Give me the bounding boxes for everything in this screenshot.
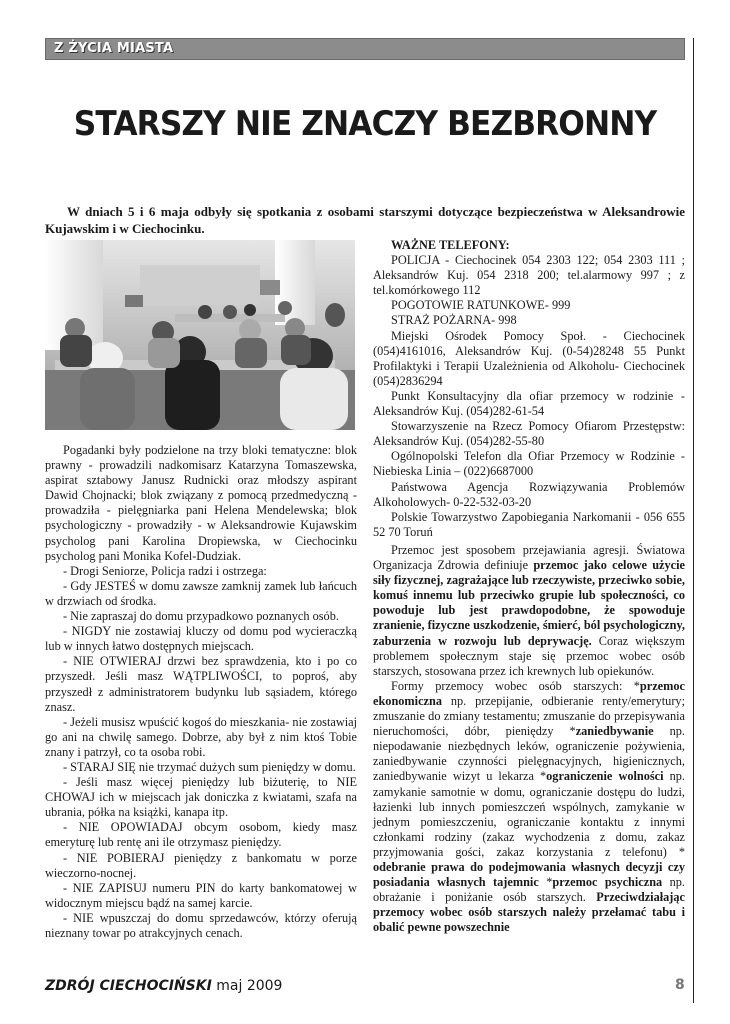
phone-entry: Miejski Ośrodek Pomocy Społ. - Ciechocinek (054)4161016, Aleksandrów Kuj. (0-54)28248 55 Punkt Profilaktyki i Terapii Uzależnienia od Alkoholu- Ciechocinek (054)2836294 [373, 328, 685, 388]
page-number: 8 [675, 977, 685, 993]
text-run: Formy przemocy wobec osób starszych: * [391, 678, 640, 693]
magazine-name: ZDRÓJ CIECHOCIŃSKI [45, 978, 212, 994]
phone-entry: Stowarzyszenie na Rzecz Pomocy Ofiarom Przestępstw: Aleksandrów Kuj. (054)282-55-80 [373, 419, 685, 449]
left-paragraph: - NIE OPOWIADAJ obcym osobom, kiedy masz emeryturę lub rentę ani ile otrzymasz pieniędzy. [45, 820, 357, 850]
form-neglect: zaniedbywanie [575, 724, 654, 739]
text-run: np. obrażanie i poniżanie osób starszych. [373, 875, 685, 905]
phones-box [373, 238, 685, 540]
violence-paragraph-2 [373, 679, 685, 936]
left-paragraph: - Jeżeli musisz wpuścić kogoś do mieszkania- nie zostawiaj go ani na chwilę samego. Dobrze, aby był z nim ktoś Tobie znany i patrzył, co ta osoba robi. [45, 714, 357, 759]
left-paragraph: - Jeśli masz więcej pieniędzy lub biżuterię, to NIE CHOWAJ ich w miejscach jak doniczka z kwiatami, szafa na ubrania, półka na książki, kanapa itp. [45, 775, 357, 820]
column-rule [693, 38, 694, 1003]
violence-paragraph-1 [373, 543, 685, 679]
violence-text [373, 543, 685, 935]
text-run: np. zamykanie samotnie w domu, ograniczanie dostępu do ludzi, łazienki lub innych pomieszczeń wspólnych, zamykanie w jednym pomieszczeniu, ograniczanie kontaktu z innymi członkami rodziny (zakaz wychodzenia z domu, zakaz przyjmowania gości, zakaz korzystania z telefonu) * [373, 769, 686, 859]
left-paragraph: - NIE ZAPISUJ numeru PIN do karty bankomatowej w widocznym miejscu bądź na samej karcie. [45, 880, 357, 910]
article-lead: W dniach 5 i 6 maja odbyły się spotkania z osobami starszymi dotyczące bezpieczeństwa w Aleksandrowie Kujawskim i w Ciechocinku. [45, 204, 685, 236]
phone-entry: POGOTOWIE RATUNKOWE- 999 [391, 298, 571, 313]
footer-magazine [45, 978, 282, 994]
section-title: Z ŻYCIA MIASTA [54, 41, 174, 56]
meeting-photo-image [45, 240, 355, 430]
text-run: Coraz większym problemem społecznym staje się przemoc wobec osób starszych, stosowana przez ich krewnych lub opiekunów. [373, 633, 685, 678]
left-paragraph: Pogadanki były podzielone na trzy bloki tematyczne: blok prawny - prowadzili nadkomisarz Katarzyna Tomaszewska, aspirat sztabowy Janusz Rudnicki oraz młodszy aspirant Dawid Chojnacki; blok związany z pomocą przedmedyczną - prowadziła - pielęgniarka pani Helena Mendelewska; blok psychologiczny - prowadziły - w Aleksandrowie Kujawskim psycholog pani Karolina Dropiewska, w Ciechocinku psycholog pani Monika Kofel-Dudziak. [45, 443, 357, 563]
article-headline: STARSZY NIE ZNACZY BEZBRONNY [73, 104, 657, 144]
meeting-photo [45, 240, 355, 430]
phone-entry: Ogólnopolski Telefon dla Ofiar Przemocy w Rodzinie - Niebieska Linia – (022)6687000 [373, 449, 685, 479]
phone-entry: POLICJA - Ciechocinek 054 2303 122; 054 2303 111 ; Aleksandrów Kuj. 054 2318 200; tel.alarmowy 997 ; z tel.komórkowego 112 [373, 253, 685, 298]
phone-entry: Punkt Konsultacyjny dla ofiar przemocy w rodzinie - Aleksandrów Kuj. (054)282-61-54 [373, 388, 685, 419]
phones-heading: WAŻNE TELEFONY: [391, 238, 510, 252]
left-paragraph: - Gdy JESTEŚ w domu zawsze zamknij zamek lub łańcuch w drzwiach od środka. [45, 578, 357, 608]
text-run: Przemoc jest sposobem przejawiania agresji. Światowa Organizacja Zdrowia definiuje [373, 543, 685, 573]
left-paragraph: - STARAJ SIĘ nie trzymać dużych sum pieniędzy w domu. [63, 759, 356, 774]
left-paragraph: - Drogi Seniorze, Policja radzi i ostrzega: [63, 563, 267, 578]
text-run: np. niepodawanie niezbędnych leków, ograniczenie pożywienia, zaniedbywanie czynności pielęgnacyjnych, higienicznych, zaniedbywanie wizyt u lekarza * [373, 724, 685, 784]
issue-date: maj 2009 [216, 978, 283, 994]
left-column [45, 443, 357, 941]
text-run: * [538, 875, 553, 890]
form-decisions: odebranie prawa do podejmowania własnych decyzji czy posiadania własnych tajemnic [373, 859, 685, 890]
phone-entry: Państwowa Agencja Rozwiązywania Problemów Alkoholowych- 0-22-532-03-20 [373, 479, 685, 509]
text-run: np. przepijanie, odbieranie renty/emerytury; zmuszanie do zmiany testamentu; zmuszanie do przepisywania nieruchomości, dóbr, pieniędzy * [373, 693, 685, 739]
who-definition: przemoc jako celowe użycie siły fizycznej, zagrażające lub rzeczywiste, przeciwko sobie, komuś innemu lub przeciwko grupie lub społeczności, co powoduje lub jest prawdopodobne, że spowoduje zranienie, fizyczne uszkodzenie, śmierć, ból psychologiczny, zaburzenia w rozwoju lub deprywację. [373, 558, 685, 648]
closing-bold: Przeciwdziałając przemocy wobec osób starszych należy przełamać tabu i obalić pewne powszechnie [373, 890, 685, 935]
left-paragraph: - NIE POBIERAJ pieniędzy z bankomatu w porze wieczorno-nocnej. [45, 850, 357, 880]
left-paragraph: - Nie zapraszaj do domu przypadkowo poznanych osób. [63, 609, 339, 624]
form-economic: przemoc ekonomiczna [373, 678, 685, 708]
left-paragraph: - NIGDY nie zostawiaj kluczy od domu pod wycieraczką lub w innych łatwo dostępnych miejscach. [45, 624, 357, 654]
form-psychological: przemoc psychiczna [552, 875, 663, 890]
phone-entry: STRAŻ POŻARNA- 998 [391, 313, 517, 328]
form-freedom: ograniczenie wolności [546, 769, 664, 784]
left-paragraph: - NIE wpuszczaj do domu sprzedawców, którzy oferują nieznany towar po atrakcyjnych cenach. [45, 910, 357, 940]
phone-entry: Polskie Towarzystwo Zapobiegania Narkomanii - 056 655 52 70 Toruń [373, 509, 685, 539]
section-bar [45, 38, 685, 60]
left-paragraph: - NIE OTWIERAJ drzwi bez sprawdzenia, kto i po co przyszedł. Jeśli masz WĄTPLIWOŚCI, to poproś, aby przyszedł z administratorem budynku lub sąsiadem, którego znasz. [45, 654, 357, 714]
